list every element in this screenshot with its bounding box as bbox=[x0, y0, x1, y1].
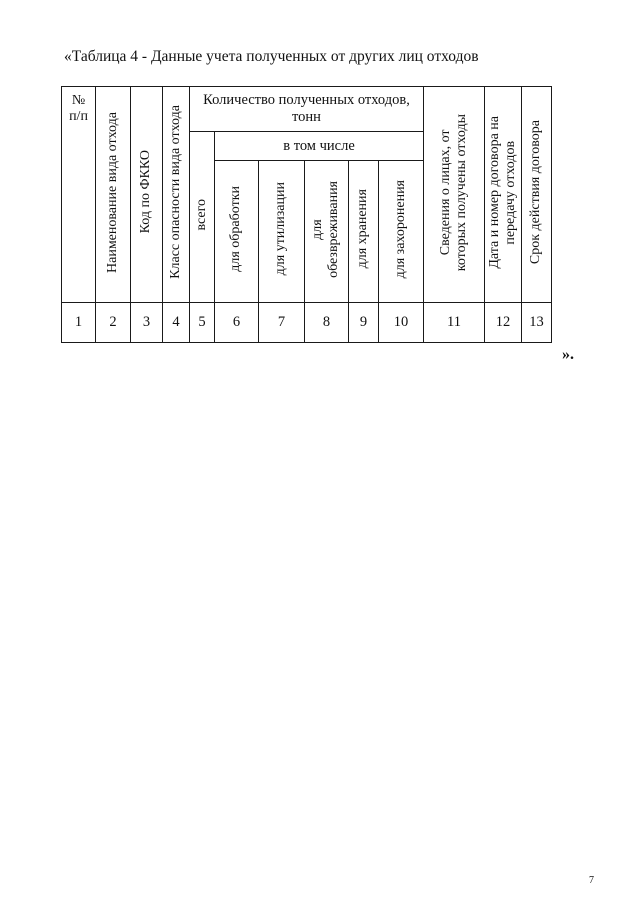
header-hazard-class: Класс опасности вида отхода bbox=[163, 87, 190, 303]
column-number-row bbox=[62, 303, 552, 343]
column-number: 4 bbox=[163, 303, 190, 343]
header-fkko-code: Код по ФККО bbox=[131, 87, 163, 303]
header-total: всего bbox=[190, 132, 215, 303]
header-persons-info: Сведения о лицах, от которых получены отходы bbox=[424, 87, 485, 303]
waste-data-table bbox=[61, 86, 552, 343]
column-number: 8 bbox=[305, 303, 349, 343]
header-contract-term: Срок действия договора bbox=[522, 87, 552, 303]
column-number: 9 bbox=[349, 303, 379, 343]
closing-quote: ». bbox=[562, 346, 574, 363]
header-row-number: № п/п bbox=[62, 87, 96, 303]
header-waste-name: Наименование вида отхода bbox=[96, 87, 131, 303]
column-number: 7 bbox=[259, 303, 305, 343]
header-contract-date-number: Дата и номер договора на передачу отходов bbox=[485, 87, 522, 303]
header-including: в том числе bbox=[215, 132, 424, 161]
header-for-utilization: для утилизации bbox=[259, 161, 305, 303]
column-number: 1 bbox=[62, 303, 96, 343]
header-for-processing: для обработки bbox=[215, 161, 259, 303]
header-for-neutralization: для обезвреживания bbox=[305, 161, 349, 303]
column-number: 11 bbox=[424, 303, 485, 343]
column-number: 2 bbox=[96, 303, 131, 343]
column-number: 6 bbox=[215, 303, 259, 343]
header-for-storage: для хранения bbox=[349, 161, 379, 303]
table-title: «Таблица 4 - Данные учета полученных от других лиц отходов bbox=[64, 48, 479, 65]
page-number: 7 bbox=[589, 875, 594, 886]
column-number: 3 bbox=[131, 303, 163, 343]
column-number: 5 bbox=[190, 303, 215, 343]
header-received-quantity: Количество полученных отходов, тонн bbox=[190, 87, 424, 132]
column-number: 13 bbox=[522, 303, 552, 343]
column-number: 10 bbox=[379, 303, 424, 343]
column-number: 12 bbox=[485, 303, 522, 343]
header-for-burial: для захоронения bbox=[379, 161, 424, 303]
